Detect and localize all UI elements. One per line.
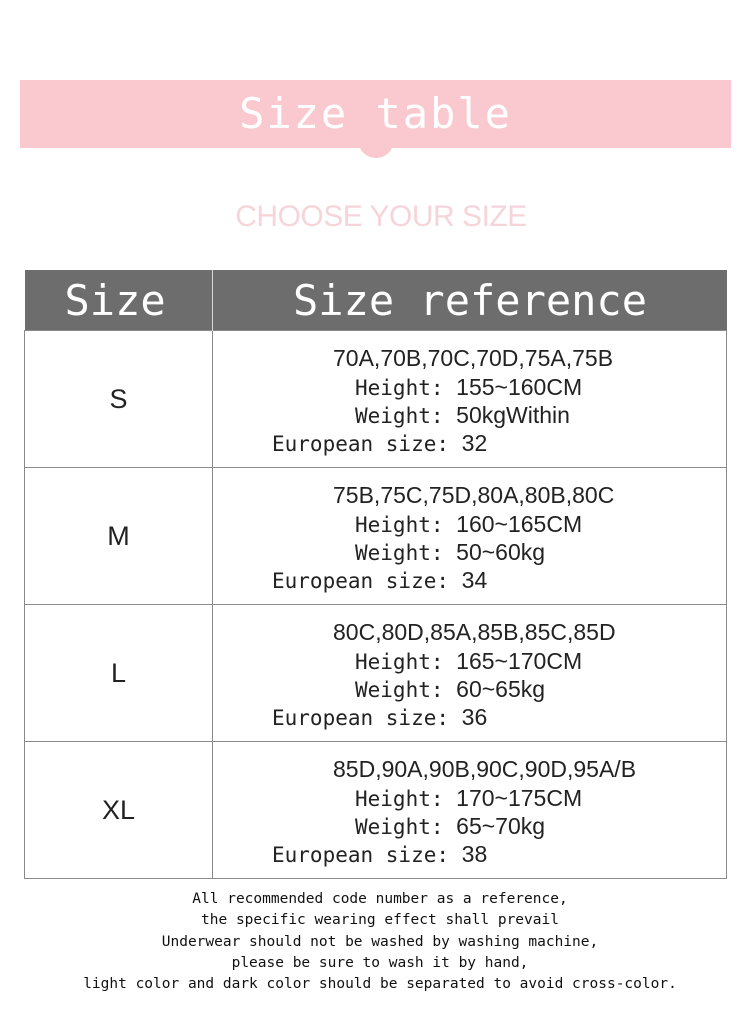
weight-value: 50~60kg bbox=[456, 539, 546, 565]
cup-codes: 70A,70B,70C,70D,75A,75B bbox=[333, 345, 614, 371]
size-cell: M bbox=[25, 468, 213, 605]
european-size-value: 36 bbox=[461, 704, 488, 730]
height-line bbox=[355, 785, 582, 812]
table-row bbox=[25, 468, 727, 605]
care-notes bbox=[0, 889, 750, 995]
size-cell: L bbox=[25, 605, 213, 742]
weight-label: Weight: bbox=[355, 815, 444, 839]
european-size-value: 32 bbox=[461, 430, 488, 456]
height-value: 160~165CM bbox=[456, 511, 583, 537]
note-line: light color and dark color should be separated to avoid cross-color. bbox=[83, 976, 677, 993]
european-size-line bbox=[272, 567, 487, 594]
title-banner bbox=[20, 80, 731, 148]
cup-codes: 75B,75C,75D,80A,80B,80C bbox=[333, 482, 615, 508]
weight-line bbox=[355, 402, 570, 429]
cup-codes: 85D,90A,90B,90C,90D,95A/B bbox=[333, 756, 637, 782]
table-row bbox=[25, 331, 727, 468]
european-size-value: 34 bbox=[461, 567, 488, 593]
size-table bbox=[24, 270, 727, 879]
subtitle: CHOOSE YOUR SIZE bbox=[235, 200, 527, 233]
size-cell: S bbox=[25, 331, 213, 468]
table-header-row bbox=[25, 270, 727, 331]
european-size-label: European size: bbox=[272, 569, 450, 593]
weight-value: 65~70kg bbox=[456, 813, 546, 839]
weight-line bbox=[355, 676, 545, 703]
size-cell: XL bbox=[25, 742, 213, 879]
note-line: the specific wearing effect shall prevail bbox=[201, 912, 559, 929]
note-line: Underwear should not be washed by washing machine, bbox=[161, 933, 599, 950]
height-label: Height: bbox=[355, 513, 444, 537]
weight-line bbox=[355, 539, 545, 566]
weight-label: Weight: bbox=[355, 678, 444, 702]
header-size-label: Size bbox=[64, 275, 166, 325]
height-label: Height: bbox=[355, 376, 444, 400]
reference-cell bbox=[213, 468, 727, 605]
european-size-label: European size: bbox=[272, 432, 450, 456]
weight-value: 60~65kg bbox=[456, 676, 546, 702]
height-line bbox=[355, 648, 582, 675]
table-row bbox=[25, 605, 727, 742]
european-size-line bbox=[272, 841, 487, 868]
height-label: Height: bbox=[355, 787, 444, 811]
height-value: 170~175CM bbox=[456, 785, 583, 811]
european-size-label: European size: bbox=[272, 706, 450, 730]
note-line: please be sure to wash it by hand, bbox=[231, 954, 529, 971]
banner-notch bbox=[358, 138, 394, 158]
height-line bbox=[355, 511, 582, 538]
weight-label: Weight: bbox=[355, 541, 444, 565]
height-value: 155~160CM bbox=[456, 374, 583, 400]
header-reference-label: Size reference bbox=[293, 275, 648, 325]
reference-cell bbox=[213, 605, 727, 742]
european-size-line bbox=[272, 430, 487, 457]
european-size-line bbox=[272, 704, 487, 731]
weight-line bbox=[355, 813, 545, 840]
page-title: Size table bbox=[239, 89, 512, 138]
header-size bbox=[25, 270, 213, 331]
height-label: Height: bbox=[355, 650, 444, 674]
reference-cell bbox=[213, 331, 727, 468]
reference-cell bbox=[213, 742, 727, 879]
table-row bbox=[25, 742, 727, 879]
note-line: All recommended code number as a reference, bbox=[192, 891, 568, 907]
cup-codes: 80C,80D,85A,85B,85C,85D bbox=[333, 619, 616, 645]
european-size-value: 38 bbox=[461, 841, 488, 867]
weight-label: Weight: bbox=[355, 404, 444, 428]
weight-value: 50kgWithin bbox=[456, 402, 570, 428]
european-size-label: European size: bbox=[272, 843, 450, 867]
height-line bbox=[355, 374, 582, 401]
height-value: 165~170CM bbox=[456, 648, 583, 674]
header-size-reference bbox=[213, 270, 727, 331]
